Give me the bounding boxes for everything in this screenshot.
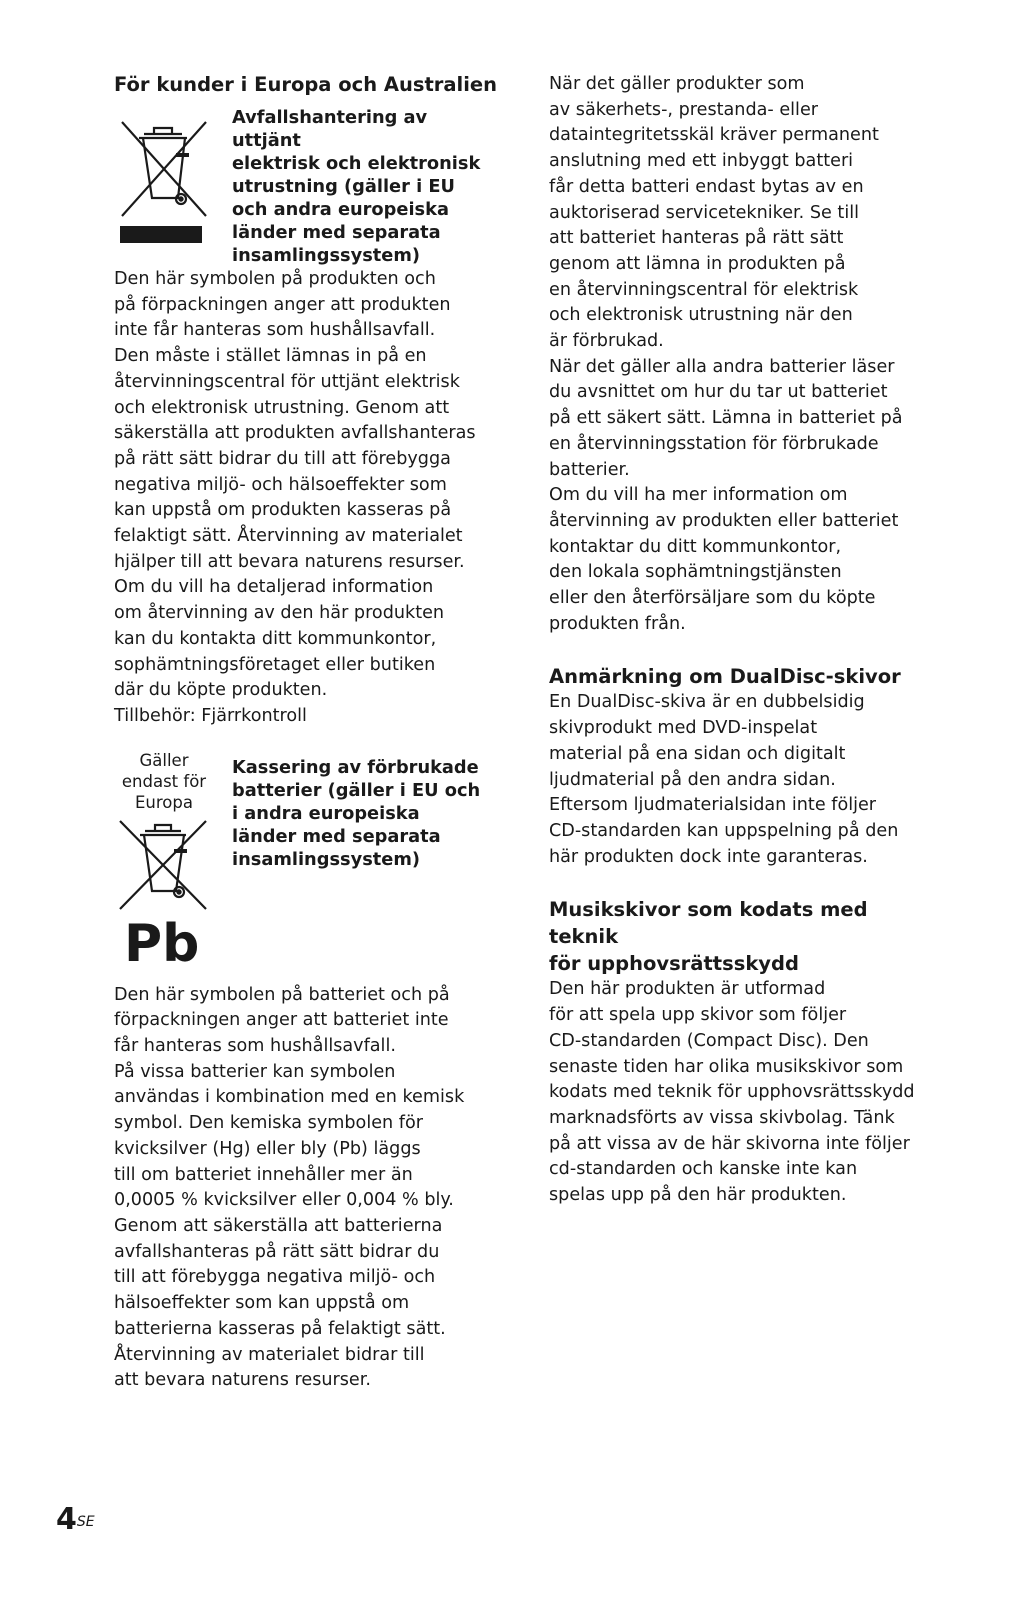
dualdisc-heading: Anmärkning om DualDisc-skivor [549, 665, 901, 689]
crossed-bin-icon [114, 108, 214, 243]
battery-region-note: Gäller endast för Europa [121, 750, 207, 812]
battery-symbol [114, 750, 232, 974]
battery-removal-text: När det gäller alla andra batterier läser du avsnittet om hur du tar ut batteriet på ett säkert sätt. Lämna in batteriet på en återvinningsstation för förbrukade batterier. [549, 356, 903, 480]
left-column [114, 72, 498, 1394]
weee-block [114, 108, 498, 267]
page-number-value: 4 [56, 1502, 77, 1537]
weee-symbol [114, 108, 232, 243]
pb-chemical-symbol: Pb [124, 913, 200, 974]
copyright-section [549, 896, 941, 1208]
accessory-line: Tillbehör: Fjärrkontroll [114, 705, 307, 726]
battery-replacement-text: När det gäller produkter som av säkerhets-, prestanda- eller dataintegritetsskäl kräver permanent anslutning med ett inbyggt batteri får detta batteri endast bytas av en auktoriserad servicetekniker. Se till att batteriet hanteras på rätt sätt genom att lämna in produkten på en återvinningscentral för elektrisk och elektronisk utrustning när den är förbrukad. [549, 74, 879, 352]
heading-europe-australia: För kunder i Europa och Australien [114, 73, 498, 96]
copyright-body: Den här produkten är utformad för att spela upp skivor som följer CD-standarden (Compact Disc). Den senaste tiden har olika musikskivor som kodats med teknik för upphovsrättsskydd marknadsförts av vissa skivbolag. Tänk på att vissa av de här skivorna inte följer cd-standarden och kanske inte kan spelas upp på den här produkten. [549, 979, 915, 1206]
page-number [56, 1503, 95, 1537]
crossed-bin-icon [114, 817, 214, 917]
dualdisc-section [549, 663, 941, 870]
battery-title: Kassering av förbrukade batterier (gäller i EU och i andra europeiska länder med separata insamlingssystem) [232, 756, 481, 870]
copyright-heading: Musikskivor som kodats med teknik för upphovsrättsskydd [549, 898, 868, 976]
battery-block [114, 750, 498, 974]
weee-title: Avfallshantering av uttjänt elektrisk och elektronisk utrustning (gäller i EU och andra europeiska länder med separata insamlingssystem) [232, 107, 481, 266]
weee-body: Den här symbolen på produkten och på förpackningen anger att produkten inte får hanteras som hushållsavfall. Den måste i stället lämnas in på en återvinningscentral för uttjänt elektrisk och elektronisk utrustning. Genom att säkerställa att produkten avfallshanteras på rätt sätt bidrar du till att förebygga negativa miljö- och hälsoeffekter som kan uppstå om produkten kasseras på felaktigt sätt. Återvinning av materialet hjälper till att bevara naturens resurser. Om du vill ha detaljerad information om återvinning av den här produkten kan du kontakta ditt kommunkontor, sophämtningsföretaget eller butiken där du köpte produkten. [114, 269, 476, 701]
battery-body: Den här symbolen på batteriet och på förpackningen anger att batteriet inte får hanteras som hushållsavfall. På vissa batterier kan symbolen användas i kombination med en kemisk symbol. Den kemiska symbolen för kvicksilver (Hg) eller bly (Pb) läggs till om batteriet innehåller mer än 0,0005 % kvicksilver eller 0,004 % bly. Genom att säkerställa att batterierna avfallshanteras på rätt sätt bidrar du till att förebygga negativa miljö- och hälsoeffekter som kan uppstå om batterierna kasseras på felaktigt sätt. Återvinning av materialet bidrar till att bevara naturens resurser. [114, 984, 465, 1391]
recycling-info-text: Om du vill ha mer information om återvinning av produkten eller batteriet kontaktar du ditt kommunkontor, den lokala sophämtningstjänsten eller den återförsäljare som du köpte produkten från. [549, 485, 899, 634]
right-column [549, 72, 941, 1209]
dualdisc-body: En DualDisc-skiva är en dubbelsidig skivprodukt med DVD-inspelat material på ena sidan och digitalt ljudmaterial på den andra sidan. Eftersom ljudmaterialsidan inte följer CD-standarden kan uppspelning på den här produkten dock inte garanteras. [549, 692, 899, 867]
page-number-suffix: SE [76, 1514, 95, 1530]
